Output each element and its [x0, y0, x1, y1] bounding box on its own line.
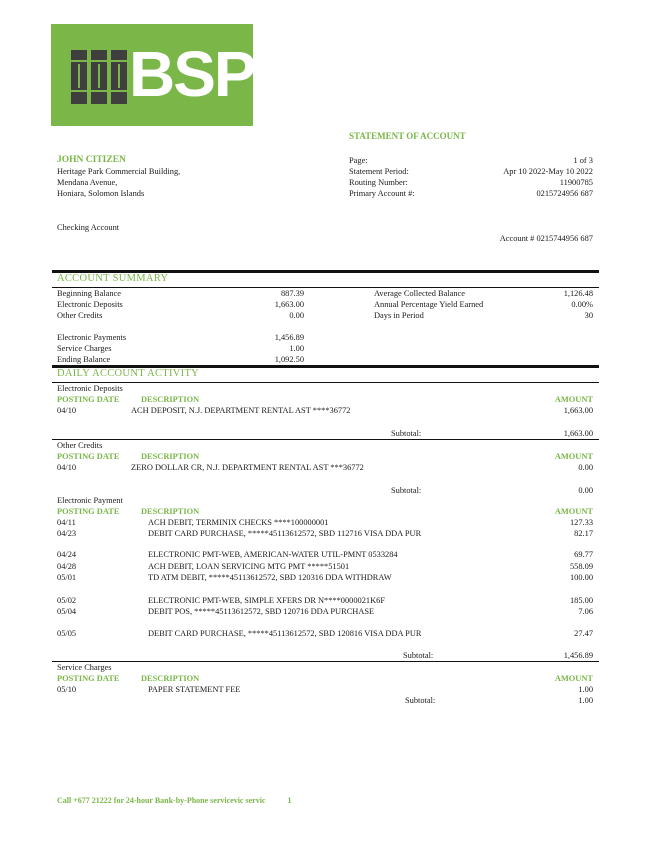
table-row-description: TD ATM DEBIT, *****45113612572, SBD 120316 DDA WITHDRAW: [148, 573, 392, 582]
table-row-date: 05/04: [57, 607, 77, 616]
address-line-1: Heritage Park Commercial Building,: [57, 167, 181, 176]
ending-balance-value: 1,092.50: [274, 355, 304, 364]
account-number: Account # 0215744956 687: [499, 234, 593, 243]
apy-value: 0.00%: [571, 300, 593, 309]
table-row-description: DEBIT POS, *****45113612572, SBD 120716 DDA PURCHASE: [148, 607, 375, 616]
bsp-pillars-icon: [69, 44, 129, 114]
period-label: Statement Period:: [349, 167, 409, 176]
table-row-description: ACH DEPOSIT, N.J. DEPARTMENT RENTAL AST ****36772: [131, 406, 351, 415]
page-value: 1 of 3: [573, 156, 593, 165]
column-description: DESCRIPTION: [141, 395, 200, 404]
table-row-description: ZERO DOLLAR CR, N.J. DEPARTMENT RENTAL AST ***36772: [131, 463, 364, 472]
payments-label: Electronic Payments: [57, 333, 127, 342]
charges-section-title: Service Charges: [57, 663, 112, 672]
logo-text: BSP: [129, 38, 255, 110]
payments-section-title: Electronic Payment: [57, 496, 123, 505]
table-row-description: PAPER STATEMENT FEE: [148, 685, 241, 694]
table-row-description: DEBIT CARD PURCHASE, *****45113612572, SBD 112716 VISA DDA PUR: [148, 529, 422, 538]
apy-label: Annual Percentage Yield Earned: [374, 300, 484, 309]
payments-subtotal: 1,456.89: [563, 651, 593, 660]
table-row-description: ACH DEBIT, LOAN SERVICING MTG PMT *****51501: [148, 562, 350, 571]
table-row-amount: 1.00: [578, 685, 593, 694]
summary-divider: [52, 287, 599, 288]
table-row-amount: 185.00: [569, 596, 593, 605]
routing-value: 11900785: [559, 178, 593, 187]
table-row-date: 05/01: [57, 573, 77, 582]
bsp-logo: [51, 24, 253, 126]
footer-phone-note: Call +677 21222 for 24-hour Bank-by-Phone servicevic servic 1: [57, 796, 292, 805]
subtotal-label: Subtotal:: [391, 486, 422, 495]
subtotal-label: Subtotal:: [405, 696, 436, 705]
statement-title: STATEMENT OF ACCOUNT: [349, 131, 466, 141]
primary-account-label: Primary Account #:: [349, 189, 415, 198]
credits-value: 0.00: [289, 311, 304, 320]
column-posting-date: POSTING DATE: [57, 507, 120, 516]
primary-account-value: 0215724956 687: [536, 189, 593, 198]
address-line-2: Mendana Avenue,: [57, 178, 118, 187]
column-posting-date: POSTING DATE: [57, 395, 120, 404]
days-value: 30: [584, 311, 593, 320]
table-row-description: ELECTRONIC PMT-WEB, AMERICAN-WATER UTIL-PMNT 0533284: [148, 550, 398, 559]
activity-divider: [52, 382, 599, 383]
beginning-balance-value: 887.39: [280, 289, 304, 298]
section-divider: [52, 439, 599, 440]
days-label: Days in Period: [374, 311, 424, 320]
deposits-section-title: Electronic Deposits: [57, 384, 123, 393]
table-row-date: 05/10: [57, 685, 77, 694]
column-description: DESCRIPTION: [141, 674, 200, 683]
column-posting-date: POSTING DATE: [57, 674, 120, 683]
credits-label: Other Credits: [57, 311, 103, 320]
table-row-amount: 0.00: [578, 463, 593, 472]
payments-value: 1,456.89: [274, 333, 304, 342]
column-amount: AMOUNT: [554, 507, 593, 516]
table-row-date: 05/02: [57, 596, 77, 605]
deposits-subtotal: 1,663.00: [563, 429, 593, 438]
credits-subtotal: 0.00: [578, 486, 593, 495]
summary-title: ACCOUNT SUMMARY: [57, 273, 169, 284]
table-row-date: 05/05: [57, 629, 77, 638]
table-row-amount: 127.33: [569, 518, 593, 527]
table-row-date: 04/10: [57, 463, 77, 472]
table-row-description: DEBIT CARD PURCHASE, *****45113612572, SBD 120816 VISA DDA PUR: [148, 629, 422, 638]
charges-value: 1.00: [289, 344, 304, 353]
table-row-amount: 7.06: [578, 607, 593, 616]
column-amount: AMOUNT: [554, 674, 593, 683]
ending-balance-label: Ending Balance: [57, 355, 111, 364]
table-row-amount: 100.00: [569, 573, 593, 582]
table-row-date: 04/28: [57, 562, 77, 571]
page-label: Page:: [349, 156, 368, 165]
table-row-amount: 27.47: [574, 629, 593, 638]
customer-name: JOHN CITIZEN: [57, 155, 126, 165]
section-divider: [52, 661, 599, 662]
table-row-date: 04/11: [57, 518, 76, 527]
table-row-description: ELECTRONIC PMT-WEB, SIMPLE XFERS DR N****0000021K6F: [148, 596, 386, 605]
table-row-amount: 69.77: [574, 550, 593, 559]
activity-title: DAILY ACCOUNT ACTIVITY: [57, 368, 200, 379]
table-row-amount: 1,663.00: [563, 406, 593, 415]
deposits-label: Electronic Deposits: [57, 300, 123, 309]
avg-balance-value: 1,126.48: [563, 289, 593, 298]
subtotal-label: Subtotal:: [403, 651, 434, 660]
avg-balance-label: Average Collected Balance: [374, 289, 465, 298]
charges-subtotal: 1.00: [578, 696, 593, 705]
account-type: Checking Account: [57, 223, 120, 232]
address-line-3: Honiara, Solomon Islands: [57, 189, 145, 198]
column-posting-date: POSTING DATE: [57, 452, 120, 461]
table-row-date: 04/23: [57, 529, 77, 538]
period-value: Apr 10 2022-May 10 2022: [503, 167, 593, 176]
table-row-amount: 82.17: [574, 529, 593, 538]
table-row-date: 04/24: [57, 550, 77, 559]
charges-label: Service Charges: [57, 344, 112, 353]
table-row-amount: 558.09: [569, 562, 593, 571]
column-description: DESCRIPTION: [141, 507, 200, 516]
column-amount: AMOUNT: [554, 395, 593, 404]
table-row-date: 04/10: [57, 406, 77, 415]
subtotal-label: Subtotal:: [391, 429, 422, 438]
table-row-description: ACH DEBIT, TERMINIX CHECKS ****100000001: [148, 518, 329, 527]
routing-label: Routing Number:: [349, 178, 408, 187]
deposits-value: 1,663.00: [274, 300, 304, 309]
column-amount: AMOUNT: [554, 452, 593, 461]
beginning-balance-label: Beginning Balance: [57, 289, 121, 298]
credits-section-title: Other Credits: [57, 441, 103, 450]
column-description: DESCRIPTION: [141, 452, 200, 461]
